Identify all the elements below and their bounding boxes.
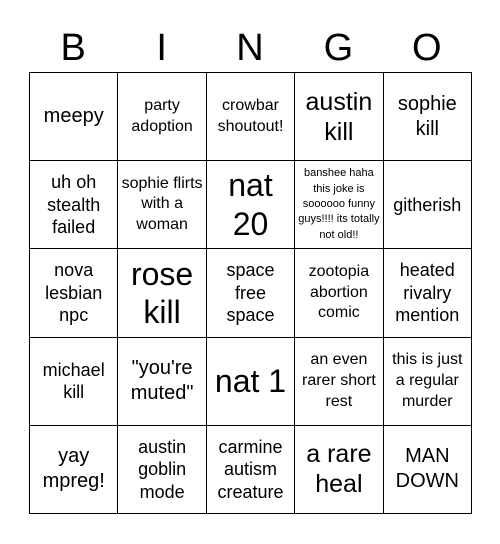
bingo-cell[interactable]: nova lesbian npc bbox=[30, 249, 118, 337]
header-letter-n: N bbox=[236, 27, 264, 69]
header-letter-b: B bbox=[60, 27, 86, 69]
bingo-cell[interactable]: MAN DOWN bbox=[384, 426, 472, 514]
bingo-cell[interactable]: carmine autism creature bbox=[207, 426, 295, 514]
bingo-cell[interactable]: austin goblin mode bbox=[118, 426, 206, 514]
bingo-header bbox=[29, 20, 471, 76]
bingo-cell[interactable]: heated rivalry mention bbox=[384, 249, 472, 337]
bingo-cell[interactable]: a rare heal bbox=[295, 426, 383, 514]
bingo-cell[interactable]: crowbar shoutout! bbox=[207, 73, 295, 161]
bingo-cell[interactable]: banshee haha this joke is soooooo funny guys!!!! its totally not old!! bbox=[295, 161, 383, 249]
header-letter-g: G bbox=[323, 27, 354, 69]
bingo-cell[interactable]: sophie kill bbox=[384, 73, 472, 161]
bingo-cell[interactable]: an even rarer short rest bbox=[295, 338, 383, 426]
bingo-cell[interactable]: uh oh stealth failed bbox=[30, 161, 118, 249]
bingo-cell[interactable]: nat 20 bbox=[207, 161, 295, 249]
header-letter-i: I bbox=[156, 27, 167, 69]
bingo-cell[interactable]: this is just a regular murder bbox=[384, 338, 472, 426]
bingo-grid bbox=[29, 72, 472, 514]
bingo-cell[interactable]: zootopia abortion comic bbox=[295, 249, 383, 337]
bingo-cell[interactable]: austin kill bbox=[295, 73, 383, 161]
bingo-cell[interactable]: nat 1 bbox=[207, 338, 295, 426]
bingo-cell[interactable]: party adoption bbox=[118, 73, 206, 161]
bingo-cell free-space[interactable]: space free space bbox=[207, 249, 295, 337]
bingo-cell[interactable]: meepy bbox=[30, 73, 118, 161]
bingo-cell[interactable]: michael kill bbox=[30, 338, 118, 426]
header-letter-o: O bbox=[412, 27, 442, 69]
bingo-cell[interactable]: yay mpreg! bbox=[30, 426, 118, 514]
bingo-cell[interactable]: githerish bbox=[384, 161, 472, 249]
bingo-cell[interactable]: sophie flirts with a woman bbox=[118, 161, 206, 249]
bingo-cell[interactable]: "you're muted" bbox=[118, 338, 206, 426]
bingo-cell[interactable]: rose kill bbox=[118, 249, 206, 337]
